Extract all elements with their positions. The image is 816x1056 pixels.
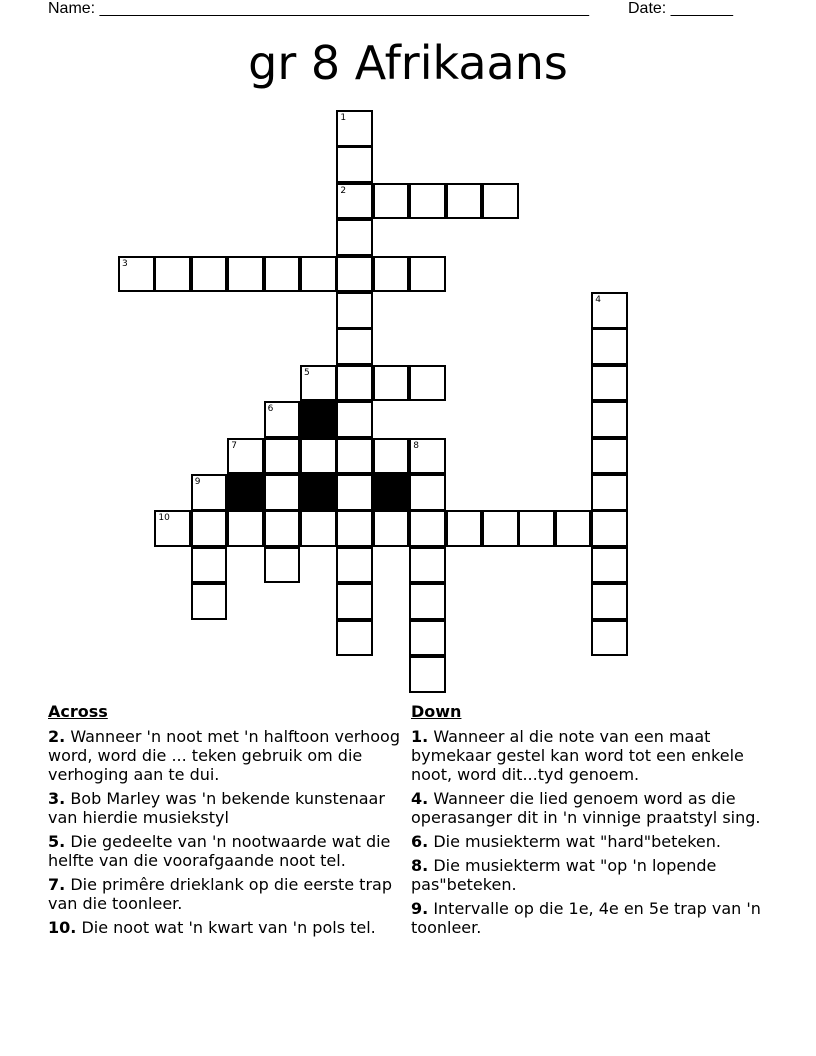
- clue-number: 2: [340, 185, 347, 196]
- grid-cell[interactable]: [191, 510, 228, 547]
- grid-cell[interactable]: [336, 547, 373, 584]
- clue-number-label: 2.: [48, 727, 66, 746]
- grid-cell[interactable]: [373, 183, 410, 220]
- grid-cell[interactable]: [264, 547, 301, 584]
- grid-cell[interactable]: [227, 256, 264, 293]
- down-clue: [411, 789, 771, 827]
- clue-text: Wanneer die lied genoem word as die operasanger dit in 'n vinnige praatstyl sing.: [411, 789, 761, 827]
- clue-number: 5: [304, 367, 310, 378]
- grid-cell[interactable]: [446, 183, 483, 220]
- grid-cell[interactable]: [154, 510, 191, 547]
- grid-cell[interactable]: [300, 365, 337, 402]
- clue-text: Die musiekterm wat "op 'n lopende pas"beteken.: [411, 856, 717, 894]
- across-clue: [48, 789, 408, 827]
- clue-number: 10: [158, 513, 170, 524]
- date-field-label: Date: _______: [628, 0, 733, 17]
- grid-cell[interactable]: [300, 438, 337, 475]
- grid-cell[interactable]: [264, 438, 301, 475]
- grid-cell[interactable]: [336, 256, 373, 293]
- grid-cell[interactable]: [154, 256, 191, 293]
- clue-text: Bob Marley was 'n bekende kunstenaar van hierdie musiekstyl: [48, 789, 385, 827]
- grid-cell[interactable]: [446, 510, 483, 547]
- black-cell: [300, 474, 337, 511]
- grid-cell[interactable]: [336, 401, 373, 438]
- across-clue-list: [48, 727, 408, 937]
- black-cell: [300, 401, 337, 438]
- grid-cell[interactable]: [336, 146, 373, 183]
- grid-cell[interactable]: [591, 474, 628, 511]
- grid-cell[interactable]: [409, 620, 446, 657]
- grid-cell[interactable]: [191, 583, 228, 620]
- clue-number-label: 3.: [48, 789, 66, 808]
- down-clue: [411, 899, 771, 937]
- down-clue: [411, 727, 771, 784]
- grid-cell[interactable]: [118, 256, 155, 293]
- clue-text: Wanneer al die note van een maat bymekaar gestel kan word tot een enkele noot, word dit...tyd genoem.: [411, 727, 744, 784]
- clue-text: Die primêre drieklank op die eerste trap van die toonleer.: [48, 875, 392, 913]
- grid-cell[interactable]: [518, 510, 555, 547]
- grid-cell[interactable]: [264, 474, 301, 511]
- grid-cell[interactable]: [591, 510, 628, 547]
- grid-cell[interactable]: [591, 583, 628, 620]
- grid-cell[interactable]: [191, 474, 228, 511]
- grid-cell[interactable]: [373, 256, 410, 293]
- clue-number-label: 9.: [411, 899, 429, 918]
- grid-cell[interactable]: [409, 365, 446, 402]
- grid-cell[interactable]: [409, 583, 446, 620]
- grid-cell[interactable]: [264, 510, 301, 547]
- across-clue: [48, 832, 408, 870]
- grid-cell[interactable]: [591, 401, 628, 438]
- grid-cell[interactable]: [300, 256, 337, 293]
- grid-cell[interactable]: [336, 438, 373, 475]
- grid-cell[interactable]: [482, 510, 519, 547]
- grid-cell[interactable]: [591, 328, 628, 365]
- grid-cell[interactable]: [409, 656, 446, 693]
- name-field-label: Name: _______________________________________________________: [48, 0, 589, 17]
- grid-cell[interactable]: [409, 510, 446, 547]
- grid-cell[interactable]: [336, 292, 373, 329]
- grid-cell[interactable]: [591, 547, 628, 584]
- grid-cell[interactable]: [555, 510, 592, 547]
- black-cell: [227, 474, 264, 511]
- clue-text: Intervalle op die 1e, 4e en 5e trap van 'n toonleer.: [411, 899, 761, 937]
- grid-cell[interactable]: [264, 401, 301, 438]
- down-clue: [411, 856, 771, 894]
- across-clue: [48, 918, 408, 937]
- clue-number-label: 7.: [48, 875, 66, 894]
- grid-cell[interactable]: [373, 365, 410, 402]
- across-clue: [48, 875, 408, 913]
- down-clue-list: [411, 727, 771, 937]
- grid-cell[interactable]: [336, 510, 373, 547]
- grid-cell[interactable]: [336, 365, 373, 402]
- grid-cell[interactable]: [336, 620, 373, 657]
- grid-cell[interactable]: [191, 256, 228, 293]
- grid-cell[interactable]: [409, 547, 446, 584]
- black-cell: [373, 474, 410, 511]
- across-heading: Across: [48, 702, 108, 721]
- grid-cell[interactable]: [591, 438, 628, 475]
- clue-number: 8: [413, 440, 419, 451]
- across-clues: [48, 702, 408, 942]
- grid-cell[interactable]: [409, 438, 446, 475]
- down-heading: Down: [411, 702, 462, 721]
- grid-cell[interactable]: [227, 510, 264, 547]
- grid-cell[interactable]: [336, 183, 373, 220]
- clue-number: 1: [340, 113, 347, 123]
- grid-cell[interactable]: [409, 474, 446, 511]
- clue-number: 9: [194, 477, 201, 487]
- down-clue: [411, 832, 771, 851]
- grid-cell[interactable]: [373, 510, 410, 547]
- clue-text: Die gedeelte van 'n nootwaarde wat die helfte van die voorafgaande noot tel.: [48, 832, 391, 870]
- grid-cell[interactable]: [264, 256, 301, 293]
- clue-number: 7: [231, 440, 237, 451]
- grid-cell[interactable]: [373, 438, 410, 475]
- grid-cell[interactable]: [591, 365, 628, 402]
- grid-cell[interactable]: [409, 256, 446, 293]
- clue-number-label: 5.: [48, 832, 66, 851]
- grid-cell[interactable]: [336, 110, 373, 147]
- grid-cell[interactable]: [227, 438, 264, 475]
- grid-cell[interactable]: [336, 583, 373, 620]
- grid-cell[interactable]: [336, 328, 373, 365]
- clue-text: Die musiekterm wat "hard"beteken.: [433, 832, 721, 851]
- grid-cell[interactable]: [409, 183, 446, 220]
- grid-cell[interactable]: [300, 510, 337, 547]
- clue-number: 4: [595, 295, 601, 305]
- clue-number: 3: [122, 258, 128, 269]
- grid-cell[interactable]: [591, 620, 628, 657]
- clue-number: 6: [267, 404, 274, 415]
- clue-number-label: 6.: [411, 832, 429, 851]
- clue-number-label: 1.: [411, 727, 429, 746]
- grid-cell[interactable]: [336, 474, 373, 511]
- clue-number-label: 10.: [48, 918, 77, 937]
- clue-text: Wanneer 'n noot met 'n halftoon verhoog word, word die ... teken gebruik om die verhoging aan te dui.: [48, 727, 400, 784]
- grid-cell[interactable]: [336, 219, 373, 256]
- clue-number-label: 8.: [411, 856, 429, 875]
- grid-cell[interactable]: [191, 547, 228, 584]
- down-clues: [411, 702, 771, 942]
- grid-cell[interactable]: [482, 183, 519, 220]
- clue-text: Die noot wat 'n kwart van 'n pols tel.: [81, 918, 376, 937]
- across-clue: [48, 727, 408, 784]
- page-title: gr 8 Afrikaans: [248, 36, 568, 90]
- clue-number-label: 4.: [411, 789, 429, 808]
- grid-cell[interactable]: [591, 292, 628, 329]
